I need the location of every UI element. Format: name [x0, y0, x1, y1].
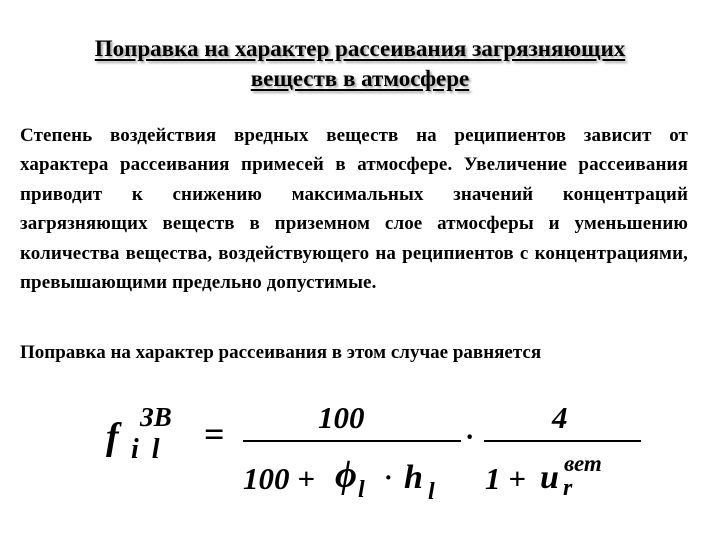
formula-denominator-1-start: 100 +: [243, 461, 315, 496]
formula-u-subscript: r: [563, 475, 573, 501]
formula-u: u: [540, 459, 559, 496]
formula-phi-subscript: l: [358, 477, 365, 503]
slide-title-line-2: веществ в атмосфере: [250, 66, 470, 91]
formula-numerator-2: 4: [552, 400, 568, 435]
formula-phi: ϕ: [335, 454, 357, 496]
formula-mid-dot: ·: [384, 463, 393, 492]
formula-u-superscript: вет: [564, 451, 602, 476]
formula-subscript-il: i l: [131, 434, 160, 465]
formula-denominator-2-start: 1 +: [485, 461, 526, 496]
formula-fraction-bar-1: [243, 440, 461, 442]
formula-h-subscript: l: [428, 479, 435, 505]
formula-superscript-zv: ЗВ: [140, 402, 172, 432]
formula-f: f: [106, 416, 119, 458]
formula-lead-text: Поправка на характер рассеивания в этом случае равняется: [20, 342, 542, 363]
slide-title-line-1: Поправка на характер рассеивания загрязняющих: [94, 36, 626, 61]
formula-h: h: [404, 459, 423, 496]
formula-multiplication-dot: ·: [465, 422, 475, 453]
formula-equals: =: [204, 414, 225, 454]
body-paragraph: Степень воздействия вредных веществ на реципиентов зависит от характера рассеивания примесей в атмосфере. Увеличение рассеивания приводит к снижению максимальных значений концентраций загрязняющих веществ в приземном слое атмосферы и уменьшению количества вещества, воздействующего на реципиентов с концентрациями, превышающими предельно допустимые.: [20, 125, 688, 294]
formula-numerator-1: 100: [318, 400, 365, 435]
formula-fraction-bar-2: [484, 440, 641, 442]
